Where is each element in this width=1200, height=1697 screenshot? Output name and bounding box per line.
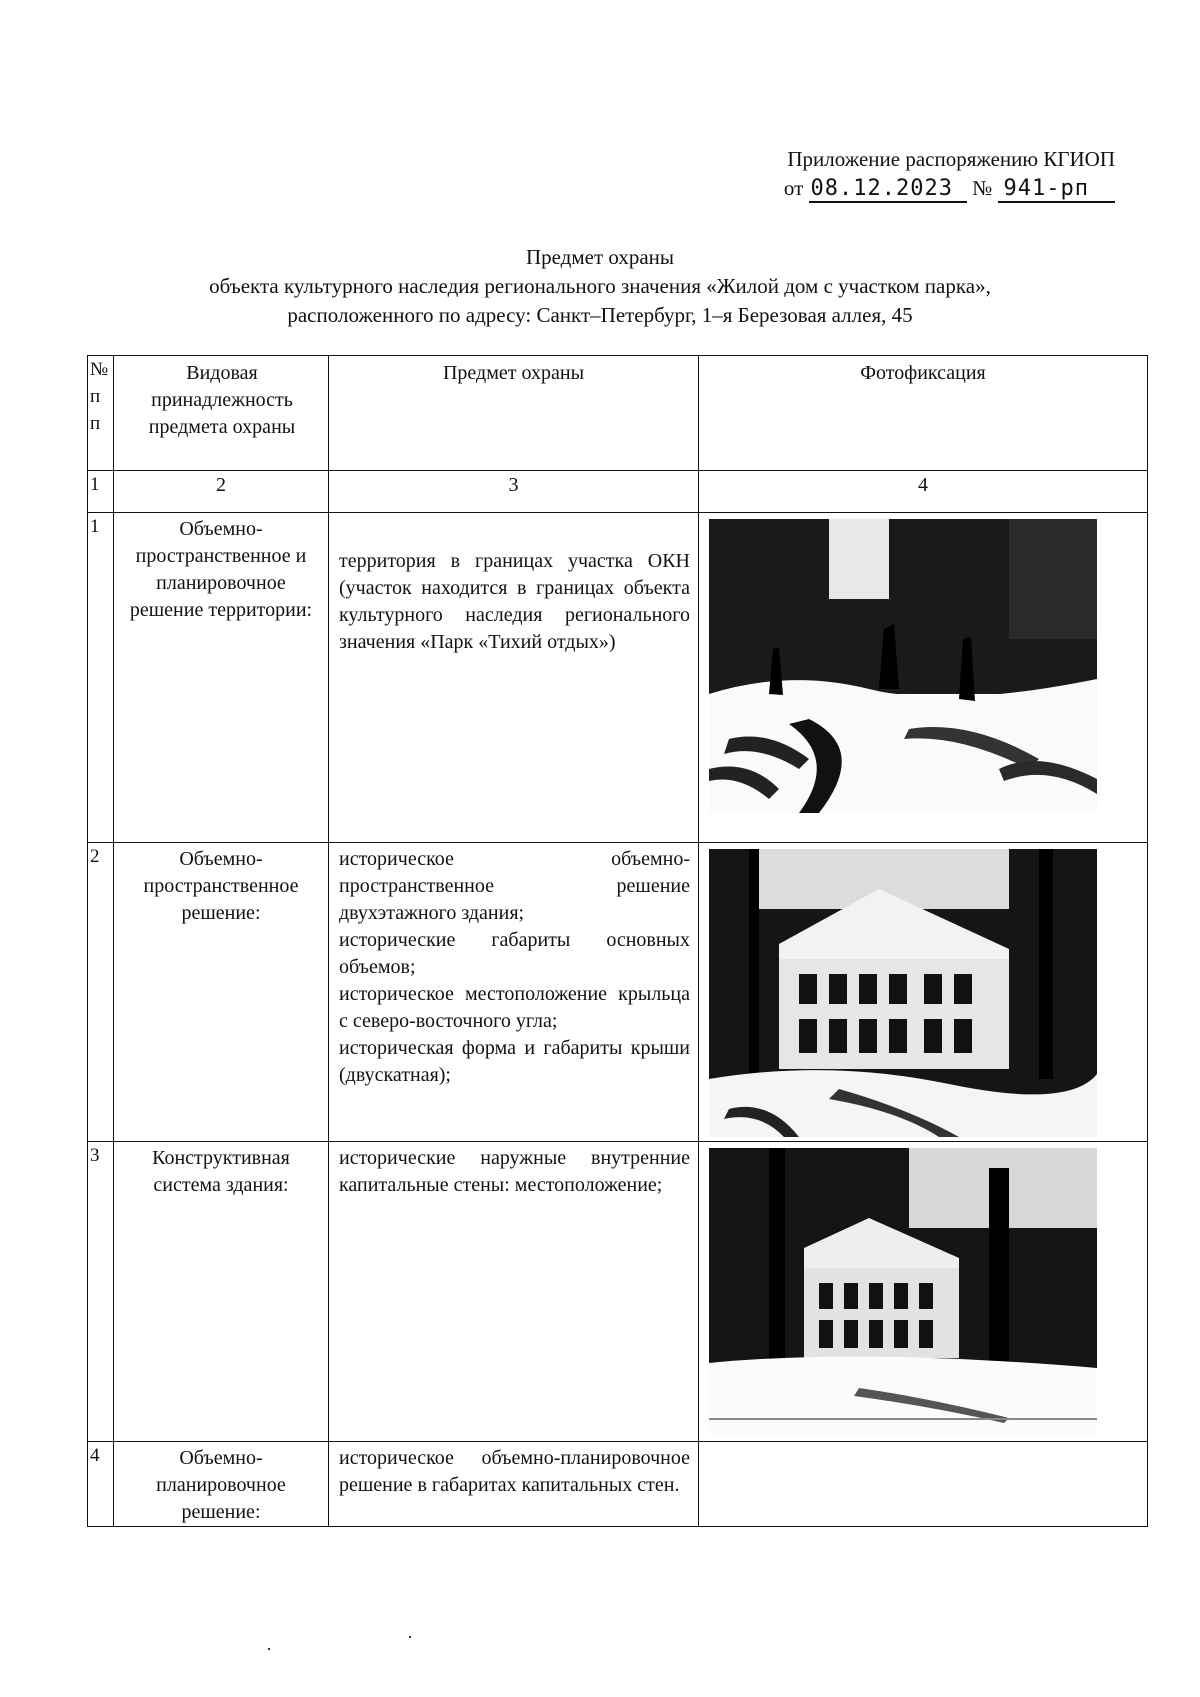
header-photo: Фотофиксация	[699, 356, 1148, 471]
row-subject	[329, 1442, 699, 1527]
subject-item: исторические наружные внутренние капитальные стены: местоположение;	[339, 1147, 690, 1196]
header-category: Видовая принадлежность предмета охраны	[114, 356, 329, 471]
subject-item: историческая форма и габариты крыши (двускатная);	[339, 1037, 690, 1086]
header-num	[88, 356, 114, 471]
protection-table	[87, 355, 1148, 1527]
park-photo	[709, 519, 1097, 813]
row-num: 4	[88, 1442, 114, 1527]
row-num: 3	[88, 1142, 114, 1442]
subject-item: территория в границах участка ОКН (участок находится в границах объекта культурного наследия регионального значения «Парк «Тихий отдых»)	[339, 550, 690, 653]
scan-speck	[409, 1636, 411, 1638]
row-category: Конструктивная система здания:	[114, 1142, 329, 1442]
appendix-header	[784, 145, 1115, 203]
subject-item: историческое объемно-планировочное решение в габаритах капитальных стен.	[339, 1447, 690, 1496]
row-photo	[699, 843, 1148, 1142]
subject-item: исторические габариты основных объемов;	[339, 929, 690, 978]
table-header-row	[88, 356, 1148, 471]
subject-item: историческое объемно-пространственное решение двухэтажного здания;	[339, 848, 690, 924]
row-num: 1	[88, 513, 114, 843]
table-row	[88, 1442, 1148, 1527]
header-subject: Предмет охраны	[329, 356, 699, 471]
header-num-line: п	[90, 413, 101, 434]
order-reference	[784, 174, 1115, 203]
scan-speck	[268, 1648, 270, 1650]
date-prefix: от	[783, 176, 804, 200]
house-photo	[709, 849, 1097, 1137]
row-photo	[699, 513, 1148, 843]
house-trees-photo	[709, 1148, 1097, 1434]
order-date: 08.12.2023	[809, 177, 967, 203]
index-cell: 2	[114, 471, 329, 513]
order-number: 941-рп	[998, 177, 1115, 203]
row-subject	[329, 843, 699, 1142]
row-category: Объемно-пространственное и планировочное решение территории:	[114, 513, 329, 843]
row-num: 2	[88, 843, 114, 1142]
index-cell: 3	[329, 471, 699, 513]
document-title	[0, 243, 1200, 330]
header-num-line: п	[90, 386, 101, 407]
index-cell: 4	[699, 471, 1148, 513]
table-row	[88, 1142, 1148, 1442]
header-num-line: №	[90, 359, 109, 380]
row-category: Объемно-пространственное решение:	[114, 843, 329, 1142]
row-subject	[329, 513, 699, 843]
row-photo-empty	[699, 1442, 1148, 1527]
title-line-1: Предмет охраны	[525, 245, 675, 269]
row-subject	[329, 1142, 699, 1442]
table-row	[88, 513, 1148, 843]
subject-item: историческое местоположение крыльца с северо-восточного угла;	[339, 983, 690, 1032]
index-row	[88, 471, 1148, 513]
row-category: Объемно-планировочное решение:	[114, 1442, 329, 1527]
index-cell: 1	[88, 471, 114, 513]
number-prefix: №	[972, 176, 993, 200]
appendix-title: Приложение распоряжению КГИОП	[787, 147, 1115, 171]
title-line-2: объекта культурного наследия регионального значения «Жилой дом с участком парка»,	[209, 274, 991, 298]
row-photo	[699, 1142, 1148, 1442]
title-line-3: расположенного по адресу: Санкт–Петербург, 1–я Березовая аллея, 45	[287, 303, 913, 327]
table-row	[88, 843, 1148, 1142]
